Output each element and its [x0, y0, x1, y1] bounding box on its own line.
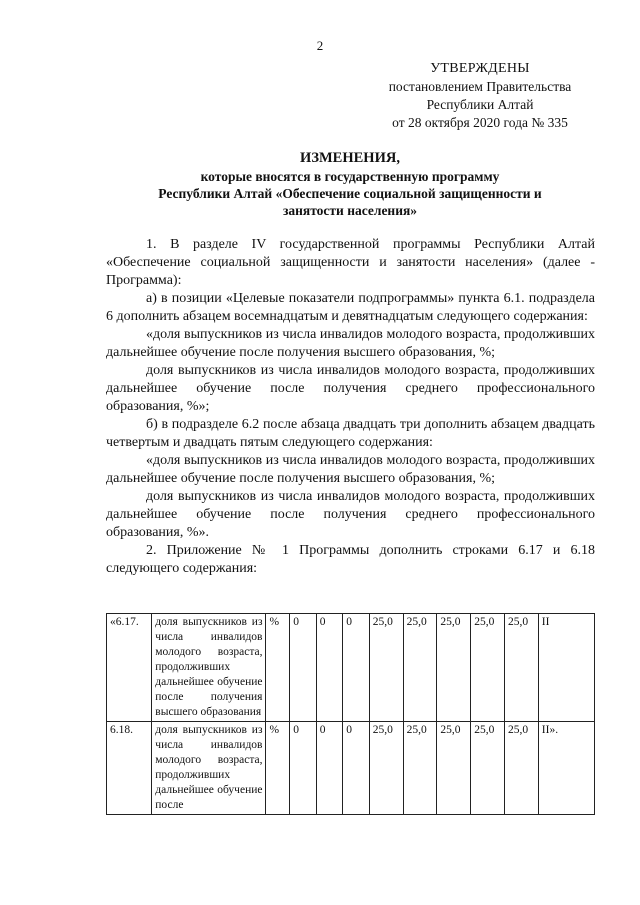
level-cell: II». [538, 722, 594, 815]
paragraph: «доля выпускников из числа инвалидов молодого возраста, продолживших дальнейшее обучение после получения высшего образования, %; [106, 453, 595, 486]
paragraph: 1. В разделе IV государственной программы Республики Алтай «Обеспечение социальной защищенности и занятости населения» (далее - Программа): [106, 237, 595, 288]
approval-date: от 28 октября 2020 года № 335 [392, 115, 568, 130]
heading-line: занятости населения» [282, 203, 418, 218]
approval-title: УТВЕРЖДЕНЫ [430, 61, 530, 76]
document-heading [100, 150, 600, 219]
value-cell: 25,0 [471, 614, 505, 722]
value-cell: 25,0 [504, 614, 538, 722]
value-cell: 0 [290, 722, 317, 815]
table-row [107, 614, 595, 722]
level-cell: II [538, 614, 594, 722]
value-cell: 25,0 [403, 722, 437, 815]
value-cell: 25,0 [437, 722, 471, 815]
paragraph: б) в подразделе 6.2 после абзаца двадцать три дополнить абзацем двадцать четвертым и двадцать пятым следующего содержания: [106, 417, 595, 450]
indicators-table [106, 613, 595, 815]
value-cell: 0 [343, 614, 370, 722]
paragraph: «доля выпускников из числа инвалидов молодого возраста, продолживших дальнейшее обучение после получения высшего образования, %; [106, 327, 595, 360]
value-cell: 25,0 [369, 722, 403, 815]
approval-block [360, 60, 600, 132]
approval-line: постановлением Правительства [388, 79, 572, 94]
unit-cell: % [266, 722, 290, 815]
value-cell: 0 [316, 614, 343, 722]
value-cell: 25,0 [403, 614, 437, 722]
paragraph: 2. Приложение № 1 Программы дополнить строками 6.17 и 6.18 следующего содержания: [106, 543, 595, 576]
value-cell: 25,0 [471, 722, 505, 815]
paragraph: доля выпускников из числа инвалидов молодого возраста, продолживших дальнейшее обучение после получения среднего профессионального образования, %». [106, 489, 595, 540]
row-number: «6.17. [107, 614, 152, 722]
value-cell: 0 [343, 722, 370, 815]
paragraph: а) в позиции «Целевые показатели подпрограммы» пункта 6.1. подраздела 6 дополнить абзацем восемнадцатым и девятнадцатым следующего содержания: [106, 291, 595, 324]
indicator-name: доля выпускников из числа инвалидов молодого возраста, продолживших дальнейшее обучение после [152, 722, 266, 815]
heading-line: Республики Алтай «Обеспечение социальной защищенности и [158, 186, 542, 201]
value-cell: 25,0 [437, 614, 471, 722]
table-row [107, 722, 595, 815]
page-number: 2 [316, 38, 324, 53]
value-cell: 25,0 [504, 722, 538, 815]
document-body [106, 236, 595, 578]
row-number: 6.18. [107, 722, 152, 815]
heading-line: которые вносятся в государственную программу [200, 169, 500, 184]
heading-title: ИЗМЕНЕНИЯ, [300, 150, 400, 166]
paragraph: доля выпускников из числа инвалидов молодого возраста, продолживших дальнейшее обучение после получения среднего профессионального образования, %»; [106, 363, 595, 414]
approval-line: Республики Алтай [426, 97, 534, 112]
value-cell: 0 [290, 614, 317, 722]
indicator-name: доля выпускников из числа инвалидов молодого возраста, продолживших дальнейшее обучение после получения высшего образования [152, 614, 266, 722]
value-cell: 25,0 [369, 614, 403, 722]
value-cell: 0 [316, 722, 343, 815]
unit-cell: % [266, 614, 290, 722]
